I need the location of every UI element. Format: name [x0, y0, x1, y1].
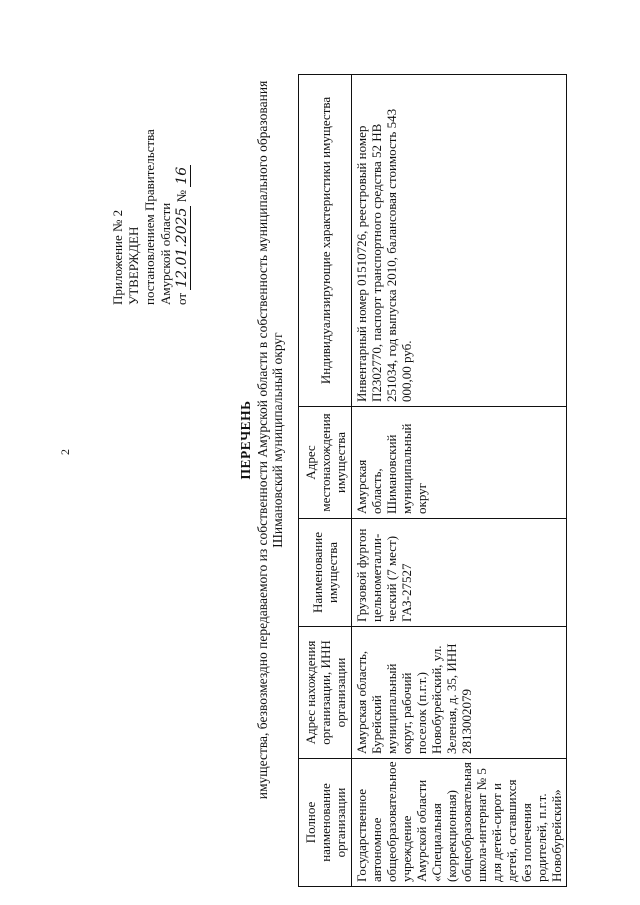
cell-property-name: Грузовой фургон цельнометалли-ческий (7 мест) ГАЗ-27527	[352, 519, 567, 627]
table-row	[352, 75, 567, 887]
approval-region: Амурской области	[158, 202, 173, 305]
header-property-name: Наименование имущества	[299, 519, 352, 627]
cell-org-name: Государственное автономное общеобразовательное учреждение Амурской области «Специальная (коррекционная) общеобразовательная школа-интернат № 5 для детей-сирот и детей, оставшихся без попечения родителей, п.г.т. Новобурейский»	[352, 759, 567, 887]
approval-decree: постановлением Правительства	[142, 129, 157, 305]
header-org-address: Адрес нахождения организации, ИНН организации	[299, 627, 352, 759]
page-number: 2	[58, 449, 72, 455]
header-property-location: Адрес местонахождения имущества	[299, 407, 352, 519]
approval-block	[110, 55, 190, 305]
approval-appendix: Приложение № 2	[110, 209, 125, 305]
cell-property-location: Амурская область, Шимановский муниципальный округ	[352, 407, 567, 519]
title-line-1: имущества, безвозмездно передаваемого из собственности Амурской области в собственность муниципального образования	[255, 80, 270, 800]
date-prefix: от	[174, 292, 189, 305]
table-header-row	[299, 75, 352, 887]
header-org-name: Полное наименование организации	[299, 759, 352, 887]
approval-number: 16	[174, 166, 190, 185]
title-heading: ПЕРЕЧЕНЬ	[238, 400, 253, 480]
header-property-characteristics: Индивидуализирующие характеристики имущества	[299, 75, 352, 407]
title-line-2: Шимановский муниципальный округ	[270, 332, 285, 548]
approval-date: 12.01.2025	[174, 207, 190, 288]
approval-date-line	[174, 55, 190, 305]
document-title	[238, 35, 285, 845]
number-prefix: №	[174, 189, 189, 203]
cell-property-characteristics: Инвентарный номер 01510726, реестровый номер П2302770, паспорт транспортного средства 52 НВ 251034, год выпуска 2010, балансовая стоимость 543 000,00 руб.	[352, 75, 567, 407]
cell-org-address: Амурская область, Бурейский муниципальный округ, рабочий поселок (п.г.т.) Новобурейский, ул. Зеленая, д. 35, ИНН 2813002079	[352, 627, 567, 759]
property-table	[298, 74, 567, 887]
approval-approved: УТВЕРЖДЕН	[126, 226, 141, 305]
